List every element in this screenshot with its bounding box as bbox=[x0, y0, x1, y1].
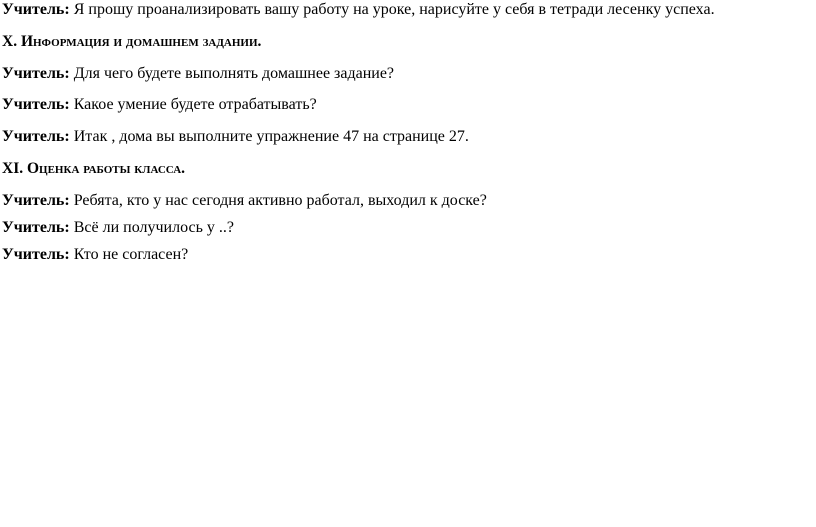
dialogue-line bbox=[2, 64, 394, 84]
line-text: Кто не согласен? bbox=[69, 246, 189, 263]
speaker-label: Учитель: bbox=[2, 1, 70, 18]
speaker-label: Учитель: bbox=[2, 192, 70, 209]
dialogue-line bbox=[2, 218, 234, 238]
dialogue-line bbox=[2, 245, 188, 265]
speaker-label: Учитель: bbox=[2, 128, 70, 145]
section-heading: XI. Оценка работы класса. bbox=[2, 160, 186, 177]
dialogue-line bbox=[2, 0, 715, 20]
dialogue-line bbox=[2, 127, 469, 147]
speaker-label: Учитель: bbox=[2, 96, 70, 113]
dialogue-line bbox=[2, 191, 487, 211]
speaker-label: Учитель: bbox=[2, 65, 70, 82]
section-heading: X. Информация и домашнем задании. bbox=[2, 33, 262, 50]
dialogue-line bbox=[2, 95, 317, 115]
line-text: Всё ли получилось у ..? bbox=[69, 219, 234, 236]
line-text: Какое умение будете отрабатывать? bbox=[69, 96, 317, 113]
line-text: Итак , дома вы выполните упражнение 47 на странице 27. bbox=[69, 128, 469, 145]
line-text: Я прошу проанализировать вашу работу на уроке, нарисуйте у себя в тетради лесенку успеха. bbox=[69, 1, 715, 18]
line-text: Для чего будете выполнять домашнее задание? bbox=[69, 65, 395, 82]
speaker-label: Учитель: bbox=[2, 219, 70, 236]
speaker-label: Учитель: bbox=[2, 246, 70, 263]
line-text: Ребята, кто у нас сегодня активно работал, выходил к доске? bbox=[69, 192, 487, 209]
